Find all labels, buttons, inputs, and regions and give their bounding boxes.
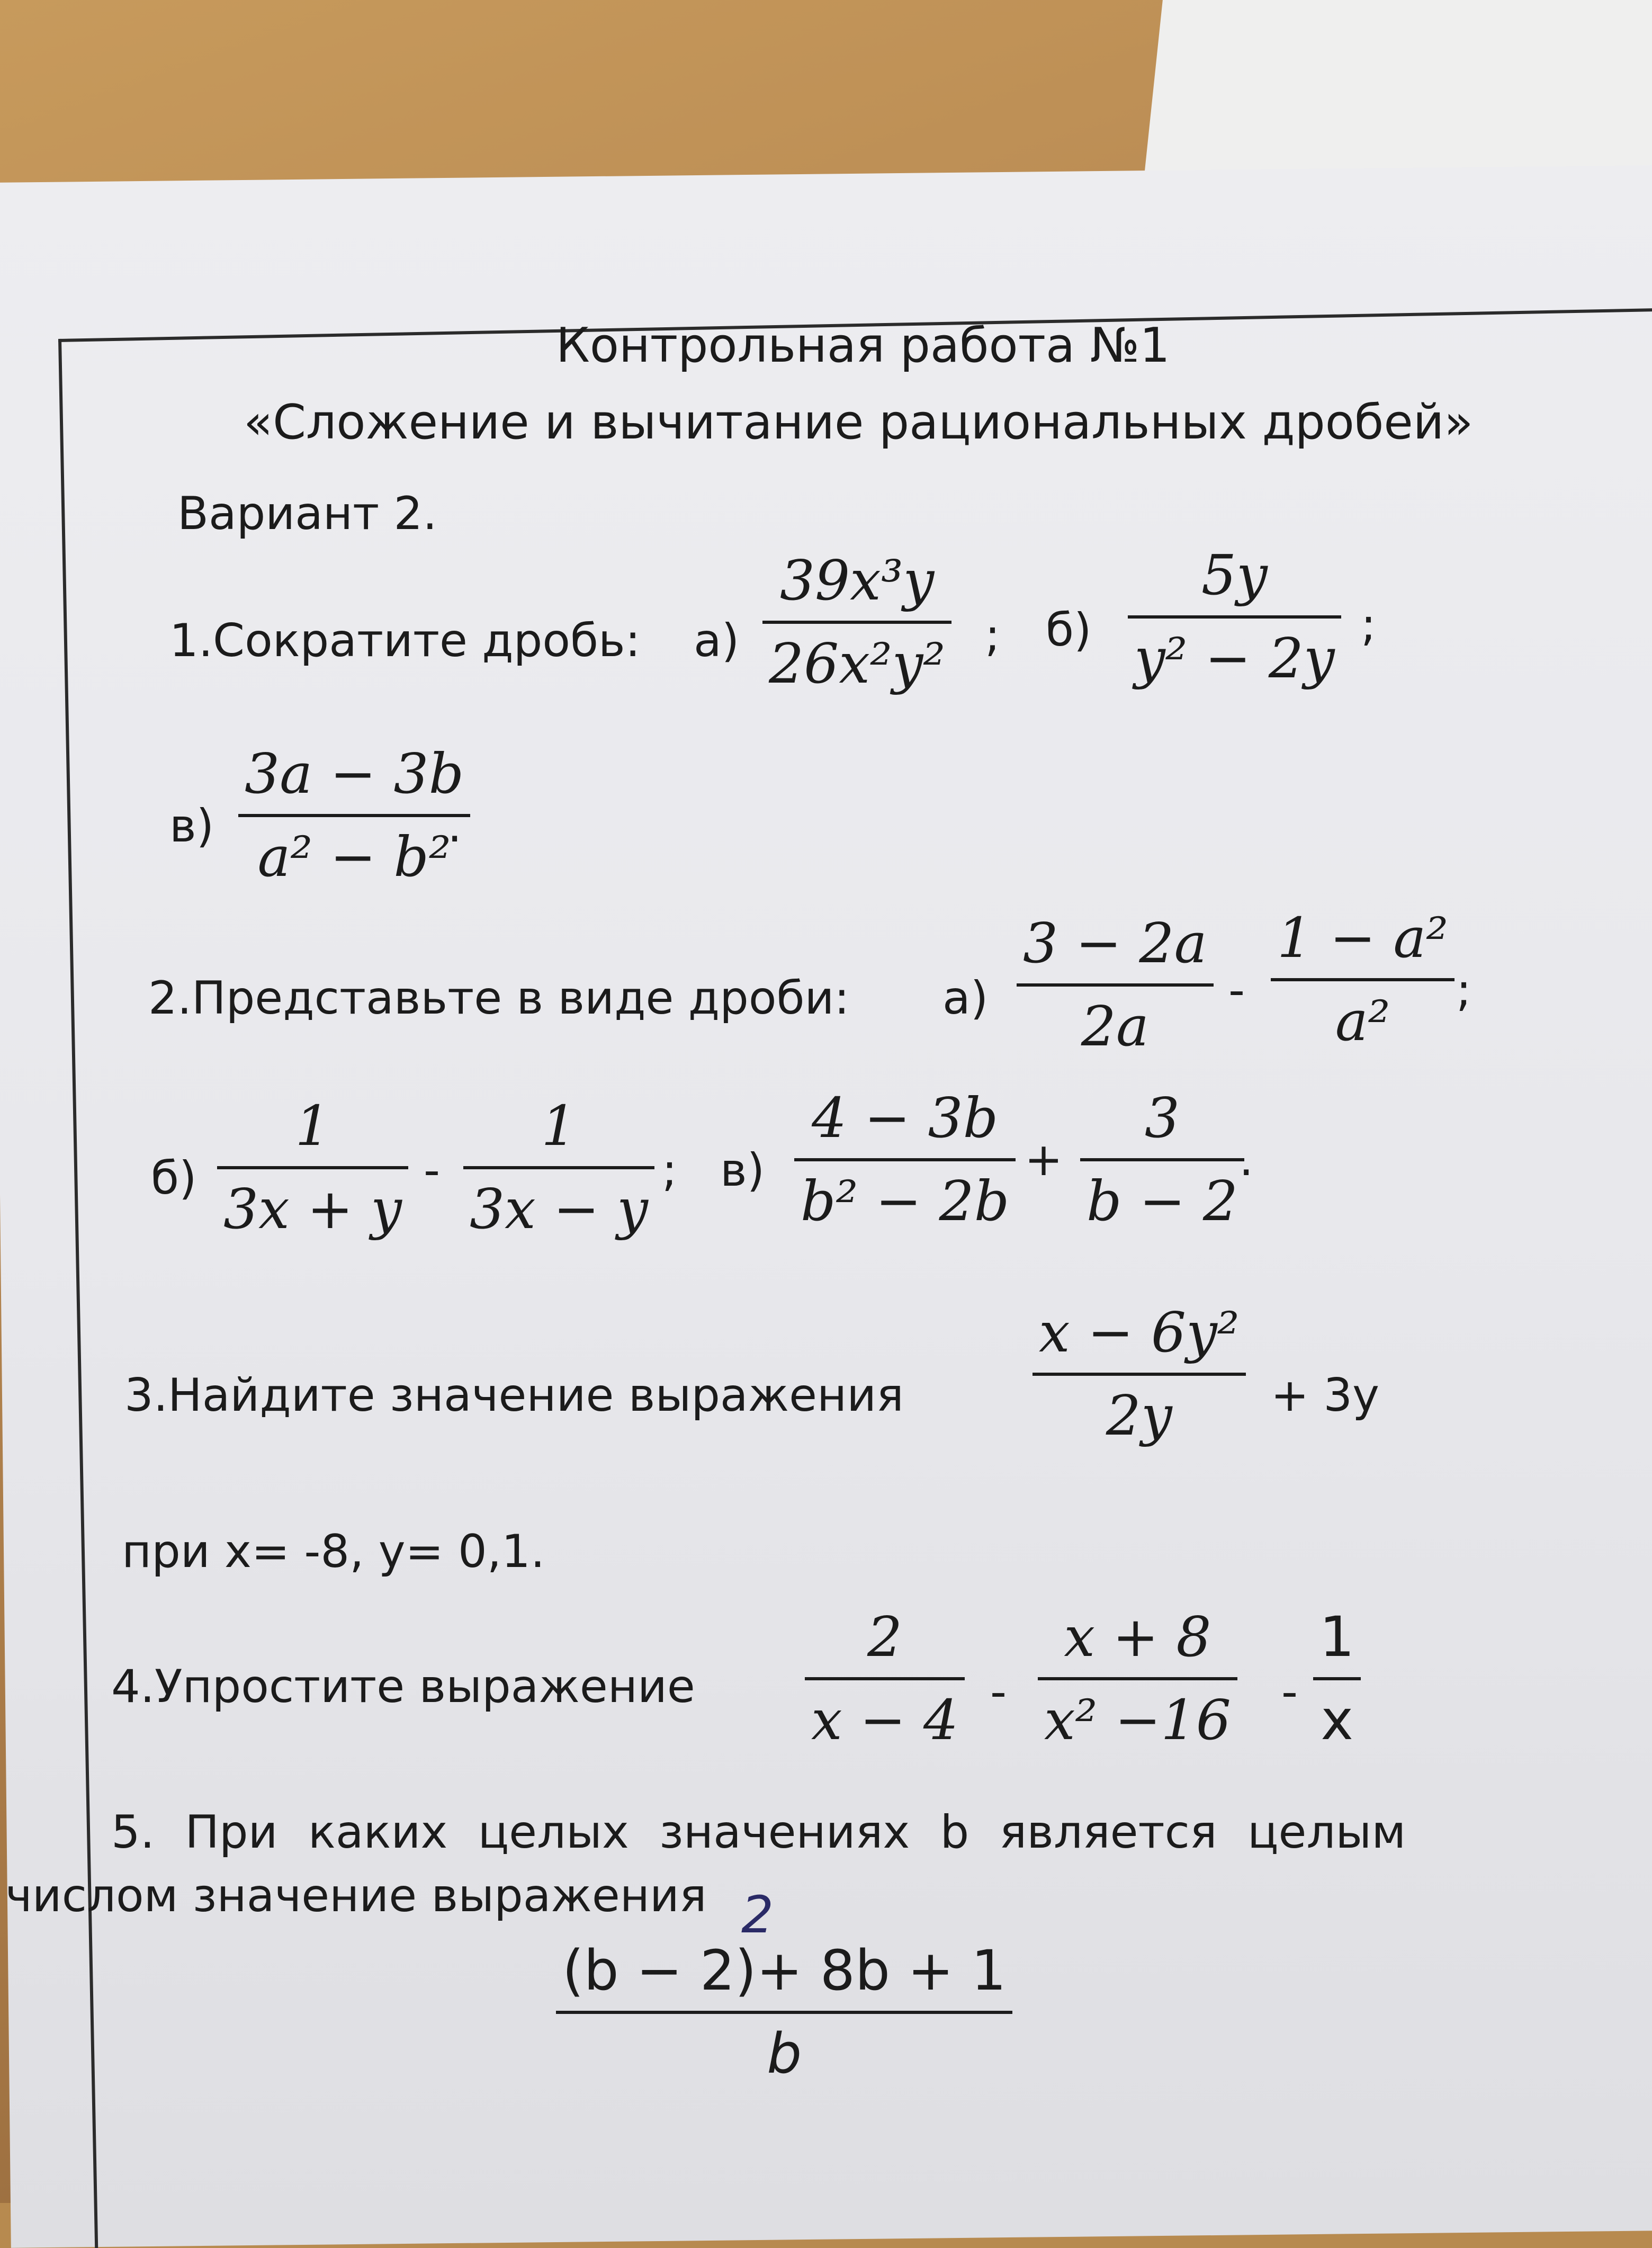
task2-c-after: . (1239, 1133, 1254, 1186)
task1-a-numerator: 39x³y (779, 548, 935, 613)
task3-numerator: x − 6y² (1039, 1300, 1240, 1365)
task2-c-fraction1 (794, 1086, 1016, 1233)
task3-denominator: 2y (1106, 1383, 1172, 1448)
task2-c-fraction2 (1080, 1086, 1244, 1233)
task3-fraction (1032, 1300, 1246, 1448)
task4-operator1: - (990, 1665, 1007, 1718)
task2-a-marker: а) (942, 972, 989, 1025)
task5-line2: числом значение выражения (5, 1869, 707, 1922)
task1-b-numerator: 5y (1201, 543, 1268, 607)
task1-a-marker: а) (694, 614, 740, 667)
task2-a-after: ; (1456, 964, 1471, 1017)
task2-b-operator: - (424, 1144, 441, 1197)
task1-c-numerator: 3a − 3b (245, 741, 464, 806)
task3-label: 3.Найдите значение выражения (124, 1369, 904, 1422)
task2-c-operator: + (1025, 1133, 1063, 1186)
task4-label: 4.Упростите выражение (111, 1660, 695, 1713)
task5-numerator: (b − 2)+ 8b + 1 (562, 1938, 1007, 2003)
task2-b-fraction1 (217, 1094, 408, 1241)
task2-b-marker: б) (151, 1152, 197, 1205)
task5-fraction (556, 1938, 1012, 2086)
task2-b-f2-numerator: 1 (541, 1094, 577, 1158)
task2-a-fraction1 (1017, 911, 1214, 1059)
task2-a-f2-denominator: a² (1335, 988, 1390, 1053)
handwritten-exponent: 2 (741, 1885, 774, 1945)
task4-f1-numerator: 2 (867, 1605, 903, 1669)
task1-b-marker: б) (1046, 604, 1092, 657)
task2-c-f1-numerator: 4 − 3b (812, 1086, 999, 1150)
task1-c-marker: в) (169, 800, 214, 853)
task1-a-after: ; (985, 609, 1000, 662)
worksheet-title: Контрольная работа №1 (556, 318, 1170, 373)
task1-b-denominator: y² − 2y (1134, 625, 1335, 691)
task3-condition: при x= -8, y= 0,1. (122, 1525, 545, 1578)
task1-c-denominator: a² − b² (257, 824, 451, 889)
task4-f3-denominator: x (1321, 1687, 1353, 1752)
task2-b-after: ; (662, 1144, 677, 1197)
task1-a-fraction (762, 548, 951, 696)
task1-b-fraction (1128, 543, 1341, 691)
task1-c-after: . (447, 800, 462, 853)
worksheet-subtitle: «Сложение и вычитание рациональных дробей» (244, 395, 1474, 450)
task3-tail: + 3y (1271, 1369, 1380, 1422)
task1-a-denominator: 26x²y² (769, 631, 946, 696)
task2-c-f2-denominator: b − 2 (1087, 1168, 1238, 1233)
variant-label: Вариант 2. (177, 487, 437, 540)
task4-f2-numerator: x + 8 (1064, 1605, 1211, 1669)
task4-f1-denominator: x − 4 (811, 1687, 959, 1752)
task2-label: 2.Представьте в виде дроби: (148, 972, 850, 1025)
task2-a-f1-denominator: 2a (1081, 993, 1149, 1059)
task4-fraction3 (1313, 1605, 1361, 1752)
task2-c-marker: в) (720, 1144, 765, 1197)
task2-b-fraction2 (463, 1094, 654, 1241)
task2-a-f2-numerator: 1 − a² (1277, 906, 1449, 970)
task4-fraction1 (805, 1605, 965, 1752)
task4-operator2: - (1281, 1665, 1298, 1718)
task4-fraction2 (1038, 1605, 1237, 1752)
task5-line1: 5. При каких целых значениях b является целым (111, 1806, 1406, 1859)
task2-b-f1-denominator: 3x + y (223, 1176, 402, 1241)
task4-f2-denominator: x² −16 (1044, 1687, 1231, 1752)
task1-label: 1.Сократите дробь: (169, 614, 641, 667)
task2-b-f2-denominator: 3x − y (470, 1176, 648, 1241)
task5-denominator: b (767, 2021, 802, 2086)
task1-b-after: ; (1361, 598, 1376, 651)
task4-f3-numerator: 1 (1319, 1605, 1355, 1669)
task2-a-operator: - (1228, 964, 1245, 1017)
task2-b-f1-numerator: 1 (295, 1094, 330, 1158)
task2-c-f2-numerator: 3 (1144, 1086, 1180, 1150)
task2-a-f1-numerator: 3 − 2a (1023, 911, 1207, 975)
task1-c-fraction (238, 741, 470, 889)
task2-c-f1-denominator: b² − 2b (801, 1168, 1010, 1233)
task2-a-fraction2 (1271, 906, 1455, 1053)
